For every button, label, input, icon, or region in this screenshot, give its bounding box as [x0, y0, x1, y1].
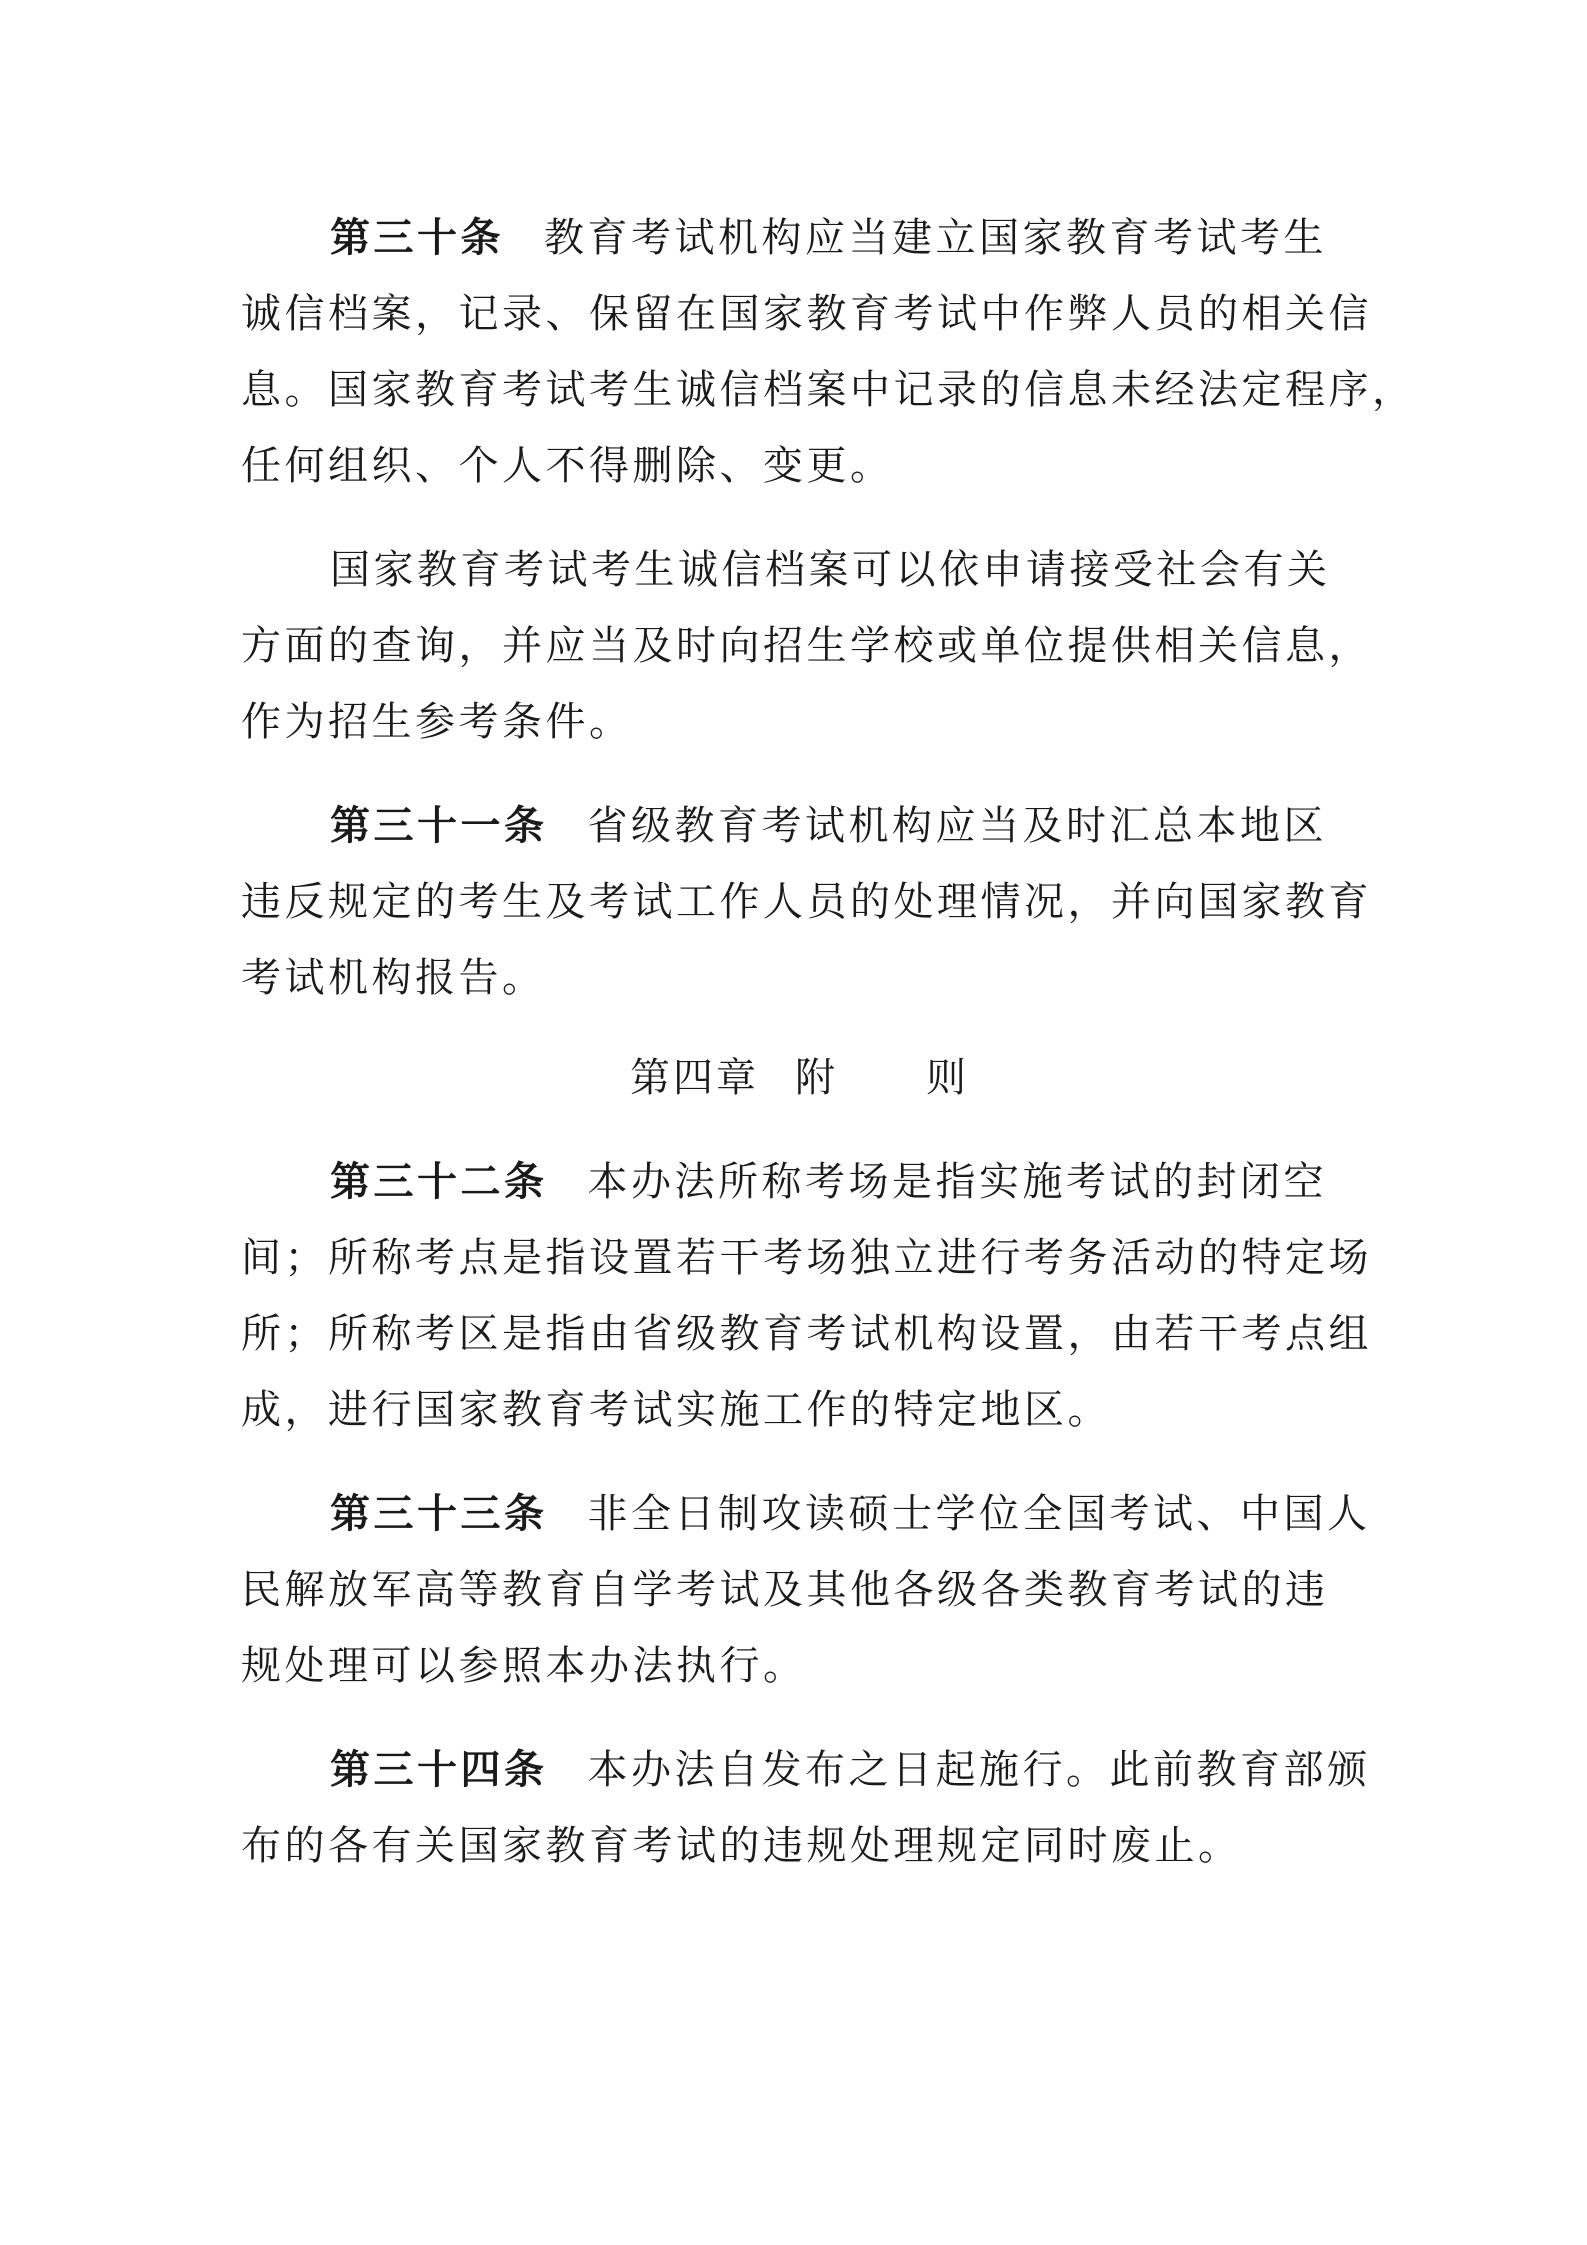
article-31-line-2: 违反规定的考生及考试工作人员的处理情况，并向国家教育	[241, 879, 1372, 925]
article-33-line-1	[330, 1488, 1371, 1540]
article-30-line-4: 任何组织、个人不得删除、变更。	[241, 443, 894, 489]
article-30-line-2: 诚信档案，记录、保留在国家教育考试中作弊人员的相关信	[241, 291, 1372, 337]
article-30-title: 第三十条	[330, 214, 504, 261]
article-34-text-1: 本办法自发布之日起施行。此前教育部颁	[587, 1747, 1371, 1793]
article-30-line-1	[330, 212, 1327, 264]
article-32-line-2: 间；所称考点是指设置若干考场独立进行考务活动的特定场	[241, 1235, 1372, 1281]
article-33-line-2: 民解放军高等教育自学考试及其他各级各类教育考试的违	[241, 1567, 1329, 1613]
chapter-4-word-1: 附	[795, 1055, 838, 1101]
article-34-line-2: 布的各有关国家教育考试的违规处理规定同时废止。	[241, 1823, 1242, 1869]
article-31-title: 第三十一条	[330, 802, 548, 849]
chapter-4-heading	[630, 1052, 969, 1104]
article-30-para2-line-2: 方面的查询，并应当及时向招生学校或单位提供相关信息，	[241, 623, 1372, 669]
article-30-para2-line-1: 国家教育考试考生诚信档案可以依申请接受社会有关	[330, 547, 1331, 593]
article-32-title: 第三十二条	[330, 1158, 548, 1205]
article-32-line-4: 成，进行国家教育考试实施工作的特定地区。	[241, 1387, 1111, 1433]
article-33-title: 第三十三条	[330, 1490, 548, 1537]
article-32-line-3: 所；所称考区是指由省级教育考试机构设置，由若干考点组	[241, 1311, 1372, 1357]
article-32-line-1	[330, 1156, 1327, 1208]
article-31-text-1: 省级教育考试机构应当及时汇总本地区	[587, 803, 1327, 849]
article-30-text-1: 教育考试机构应当建立国家教育考试考生	[544, 215, 1327, 261]
article-30-para2-line-3: 作为招生参考条件。	[241, 699, 633, 745]
article-31-line-3: 考试机构报告。	[241, 955, 546, 1001]
article-30-line-3: 息。国家教育考试考生诚信档案中记录的信息未经法定程序，	[241, 367, 1416, 413]
article-31-line-1	[330, 800, 1327, 852]
article-33-line-3: 规处理可以参照本办法执行。	[241, 1643, 807, 1689]
chapter-4-number: 第四章	[630, 1055, 759, 1101]
article-34-line-1	[330, 1744, 1371, 1796]
article-32-text-1: 本办法所称考场是指实施考试的封闭空	[587, 1159, 1327, 1205]
article-34-title: 第三十四条	[330, 1746, 548, 1793]
article-33-text-1: 非全日制攻读硕士学位全国考试、中国人	[587, 1491, 1371, 1537]
chapter-4-word-2: 则	[926, 1055, 969, 1101]
